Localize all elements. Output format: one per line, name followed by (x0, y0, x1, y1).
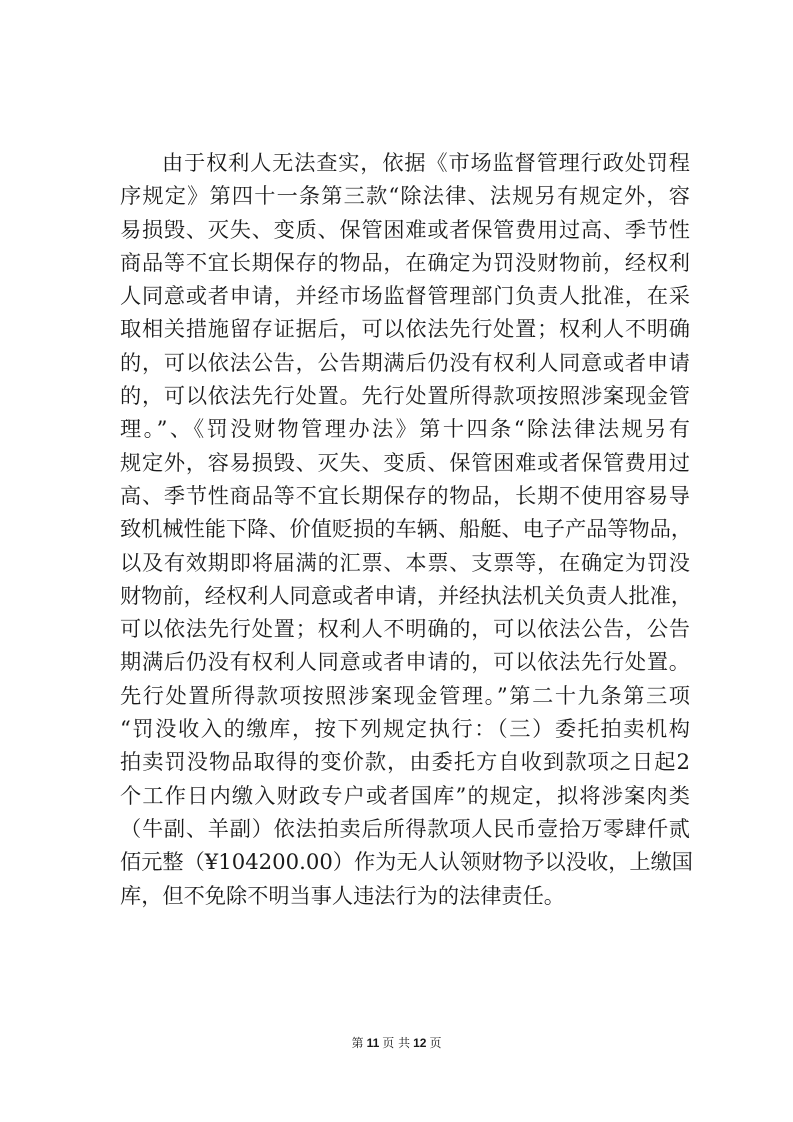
paragraph-line: 以及有效期即将届满的汇票、本票、支票等，在确定为罚没 (120, 549, 690, 575)
paragraph-line: 佰元整（¥104200.00）作为无人认领财物予以没收，上缴国 (120, 849, 693, 875)
footer-suffix: 页 (429, 1036, 442, 1050)
paragraph-line: 由于权利人无法查实，依据《市场监督管理行政处罚程 (162, 150, 690, 175)
paragraph-line: 取相关措施留存证据后，可以依法先行处置；权利人不明确 (120, 316, 690, 342)
total-page-number: 12 (413, 1036, 427, 1050)
footer-prefix: 第 (351, 1036, 364, 1050)
paragraph-line: “罚没收入的缴库，按下列规定执行：（三）委托拍卖机构 (120, 716, 690, 742)
paragraph-line: （牛副、羊副）依法拍卖后所得款项人民币壹拾万零肆仟贰 (120, 815, 690, 841)
paragraph-line: 致机械性能下降、价值贬损的车辆、船艇、电子产品等物品， (120, 516, 693, 542)
paragraph-line: 序规定》第四十一条第三款“除法律、法规另有规定外，容 (120, 183, 690, 209)
paragraph-line: 财物前，经权利人同意或者申请，并经执法机关负责人批准， (120, 582, 693, 608)
paragraph-line: 高、季节性商品等不宜长期保存的物品，长期不使用容易导 (120, 482, 690, 508)
page-footer (0, 1034, 793, 1051)
body-paragraph (120, 146, 693, 912)
paragraph-line: 库，但不免除不明当事人违法行为的法律责任。 (120, 882, 565, 908)
paragraph-line: 理。”、《罚没财物管理办法》第十四条“除法律法规另有 (120, 416, 690, 442)
paragraph-line: 商品等不宜长期保存的物品，在确定为罚没财物前，经权利 (120, 249, 690, 275)
paragraph-line: 人同意或者申请，并经市场监督管理部门负责人批准，在采 (120, 283, 690, 309)
paragraph-line: 个工作日内缴入财政专户或者国库”的规定，拟将涉案肉类 (120, 782, 690, 808)
paragraph-line: 易损毁、灭失、变质、保管困难或者保管费用过高、季节性 (120, 216, 690, 242)
footer-middle: 页 共 (382, 1036, 411, 1050)
current-page-number: 11 (366, 1036, 380, 1050)
paragraph-line: 的，可以依法公告，公告期满后仍没有权利人同意或者申请 (120, 349, 690, 375)
paragraph-line: 期满后仍没有权利人同意或者申请的，可以依法先行处置。 (120, 649, 690, 675)
paragraph-line: 的，可以依法先行处置。先行处置所得款项按照涉案现金管 (120, 383, 690, 409)
paragraph-line: 可以依法先行处置；权利人不明确的，可以依法公告，公告 (120, 616, 690, 642)
paragraph-line: 规定外，容易损毁、灭失、变质、保管困难或者保管费用过 (120, 449, 690, 475)
paragraph-line: 先行处置所得款项按照涉案现金管理。”第二十九条第三项 (120, 682, 690, 708)
paragraph-line: 拍卖罚没物品取得的变价款，由委托方自收到款项之日起2 (120, 749, 690, 775)
